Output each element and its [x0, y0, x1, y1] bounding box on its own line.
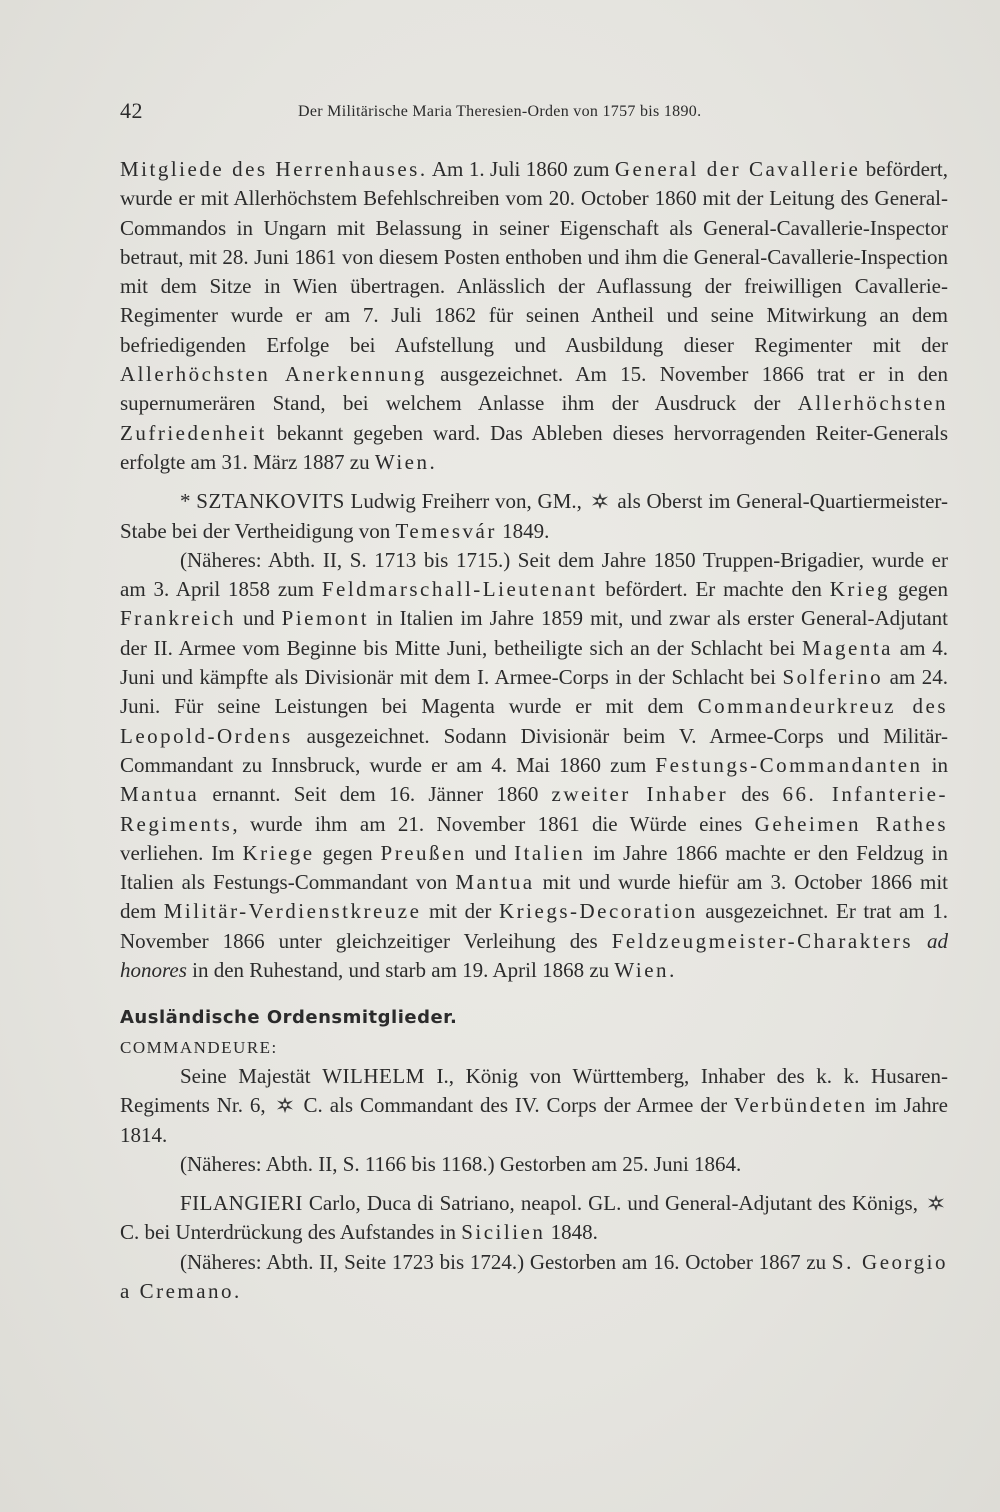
person-name: WILHELM: [322, 1063, 425, 1088]
section-heading: Ausländische Ordensmitglieder.: [120, 1007, 458, 1029]
page-number: 42: [120, 98, 143, 123]
order-cross-icon: [927, 1194, 945, 1212]
person-name: SZTANKOVITS: [196, 489, 345, 514]
paragraph-stankovits-biography-end: Mitgliede des Herrenhauses. Am 1. Juli 1860 zum General der Cavallerie befördert, wurde er mit Allerhöchstem Befehlschreiben vom 20. October 1860 mit der Leitung des General-Commandos in Ungarn mit Belassung in seiner Eigenschaft als General-Cavallerie-Inspector betraut, mit 28. Juni 1861 von diesem Posten enthoben und ihm die General-Cavallerie-Inspection mit dem Sitze in Wien übertragen. Anlässlich der Auflassung der freiwilligen Cavallerie-Regimenter wurde er am 7. Juli 1862 für seinen Antheil und seine Mitwirkung an dem befriedigenden Erfolge bei Aufstellung und Ausbildung dieser Regimenter mit der Allerhöchsten Anerkennung ausgezeichnet. Am 15. November 1866 trat er in den supernumerären Stand, bei welchem Anlasse ihm der Ausdruck der Allerhöchsten Zufriedenheit bekannt gegeben ward. Das Ableben dieses hervorragenden Reiter-Generals erfolgte am 31. März 1887 zu Wien.: [120, 157, 948, 474]
order-cross-icon: [591, 492, 609, 510]
paragraph-filangieri-details: (Näheres: Abth. II, Seite 1723 bis 1724.) Gestorben am 16. October 1867 zu S. Georgio a Cremano.: [120, 1249, 948, 1303]
paragraph-filangieri-entry: FILANGIERI Carlo, Duca di Satriano, neapol. GL. und General-Adjutant des Königs, C. bei Unterdrückung des Aufstandes in Sicilien 1848.: [120, 1189, 948, 1248]
paragraph-wilhelm-details: (Näheres: Abth. II, S. 1166 bis 1168.) Gestorben am 25. Juni 1864.: [180, 1151, 742, 1176]
section-subheading: COMMANDEURE:: [120, 1037, 278, 1057]
paragraph-wilhelm-entry: Seine Majestät WILHELM I., König von Württemberg, Inhaber des k. k. Husaren-Regiments Nr. 6, C. als Commandant des IV. Corps der Armee der Verbündeten im Jahre 1814.: [120, 1063, 948, 1147]
paragraph-sztankovits-entry: * SZTANKOVITS Ludwig Freiherr von, GM., als Oberst im General-Quartiermeister-Stabe bei der Vertheidigung von Temesvár 1849.: [120, 489, 949, 543]
running-title: Der Militärische Maria Theresien-Orden von 1757 bis 1890.: [298, 103, 702, 120]
paragraph-sztankovits-biography: (Näheres: Abth. II, S. 1713 bis 1715.) Seit dem Jahre 1850 Truppen-Brigadier, wurde er am 3. April 1858 zum Feldmarschall-Lieutenant befördert. Er machte den Krieg gegen Frankreich und Piemont in Italien im Jahre 1859 mit, und zwar als erster General-Adjutant der II. Armee vom Beginne bis Mitte Juni, betheiligte sich an der Schlacht bei Magenta am 4. Juni und kämpfte als Divisionär mit dem I. Armee-Corps in der Schlacht bei Solferino am 24. Juni. Für seine Leistungen bei Magenta wurde er mit dem Commandeurkreuz des Leopold-Ordens ausgezeichnet. Sodann Divisionär beim V. Armee-Corps und Militär-Commandant zu Innsbruck, wurde er am 4. Mai 1860 zum Festungs-Commandanten in Mantua ernannt. Seit dem 16. Jänner 1860 zweiter Inhaber des 66. Infanterie-Regiments, wurde ihm am 21. November 1861 die Würde eines Geheimen Rathes verliehen. Im Kriege gegen Preußen und Italien im Jahre 1866 machte er den Feldzug in Italien als Festungs-Commandant von Mantua mit und wurde hiefür am 3. October 1866 mit dem Militär-Verdienstkreuze mit der Kriegs-Decoration ausgezeichnet. Er trat am 1. November 1866 unter gleichzeitiger Verleihung des Feldzeugmeister-Charakters ad honores in den Ruhestand, und starb am 19. April 1868 zu Wien.: [120, 547, 949, 983]
person-name: FILANGIERI: [180, 1191, 303, 1216]
body-text: [120, 155, 948, 1306]
page-header: [120, 98, 950, 128]
order-cross-icon: [276, 1096, 294, 1114]
